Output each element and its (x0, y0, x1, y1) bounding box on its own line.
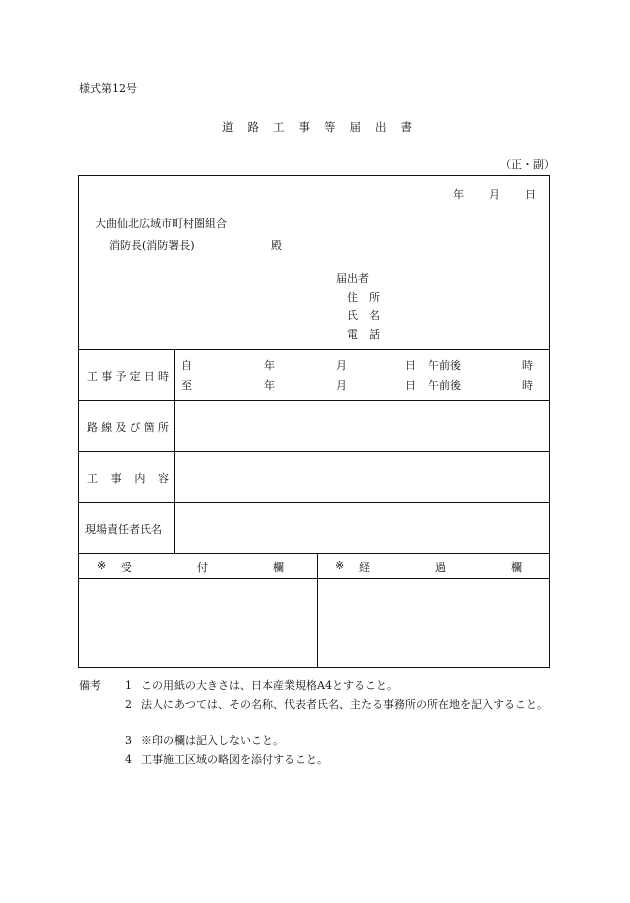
reception-char: 受 (121, 561, 132, 574)
label-char: 定 (129, 370, 141, 383)
from-month-label: 月 (336, 359, 347, 372)
form-number: 様式第12号 (79, 82, 137, 95)
from-year-label: 年 (264, 359, 275, 372)
row-divider (79, 502, 549, 503)
to-month-label: 月 (336, 379, 347, 392)
work-content-label (87, 470, 169, 486)
addressee-title: 消防長(消防署長) (109, 239, 195, 252)
remarks-heading: 備考 (79, 679, 101, 692)
addressee-organization: 大曲仙北広域市町村圏組合 (95, 217, 227, 230)
bottom-column-divider (317, 553, 318, 668)
label-column-divider (174, 349, 175, 553)
label-char: 及 (115, 421, 127, 434)
label-char: 容 (157, 472, 169, 485)
row-divider (79, 400, 549, 401)
label-char: 内 (134, 472, 146, 485)
application-form-table (78, 175, 550, 668)
title-char: 道 (222, 120, 234, 134)
label-char: 時 (157, 370, 169, 383)
label-char: 工 (87, 472, 98, 485)
progress-char: 過 (435, 561, 446, 574)
title-char: 届 (349, 120, 361, 134)
to-ampm-label: 午前後 (428, 379, 461, 392)
title-char: 出 (375, 120, 387, 134)
note-text: 工事施工区域の略図を添付すること。 (141, 753, 328, 766)
progress-header (335, 559, 525, 573)
remarks-note (125, 696, 550, 713)
title-char: 書 (400, 120, 412, 134)
to-prefix: 至 (181, 379, 192, 392)
note-number: 3 (125, 734, 132, 747)
applicant-name-label: 氏 名 (347, 309, 380, 322)
note-number: 1 (125, 679, 132, 692)
label-char: 日 (143, 370, 155, 383)
label-char: 事 (101, 370, 113, 383)
applicant-heading: 届出者 (336, 272, 369, 285)
applicant-phone-label: 電 話 (347, 328, 380, 341)
remarks-note (125, 751, 550, 768)
copy-type-label: （正・副） (500, 158, 555, 171)
label-char: 線 (101, 421, 113, 434)
to-hour-label: 時 (522, 379, 533, 392)
remarks-note (125, 732, 550, 749)
from-prefix: 自 (181, 359, 192, 372)
applicant-address-label: 住 所 (347, 291, 380, 304)
reception-char: 付 (197, 561, 208, 574)
label-char: 工 (87, 370, 98, 383)
schedule-from-row (181, 357, 541, 371)
from-day-label: 日 (405, 359, 416, 372)
remarks-note (125, 677, 550, 694)
label-char: 路 (87, 421, 98, 434)
schedule-label (87, 368, 169, 384)
reception-header (97, 559, 287, 573)
date-day-label: 日 (525, 188, 536, 201)
reception-mark: ※ (97, 559, 107, 572)
from-hour-label: 時 (522, 359, 533, 372)
label-char: 予 (115, 370, 127, 383)
row-divider (79, 349, 549, 350)
title-char: 工 (273, 120, 285, 134)
note-number: 2 (125, 698, 132, 711)
note-text: この用紙の大きさは、日本産業規格A4とすること。 (141, 679, 398, 692)
from-ampm-label: 午前後 (428, 359, 461, 372)
date-month-label: 月 (489, 188, 500, 201)
label-char: 事 (110, 472, 122, 485)
progress-mark: ※ (335, 559, 345, 572)
to-year-label: 年 (264, 379, 275, 392)
note-number: 4 (125, 753, 132, 766)
row-divider (79, 578, 549, 579)
note-text: ※印の欄は記入しないこと。 (141, 734, 284, 747)
date-year-label: 年 (453, 188, 464, 201)
reception-char: 欄 (273, 561, 284, 574)
progress-char: 欄 (511, 561, 522, 574)
label-char: び (129, 421, 141, 434)
title-char: 事 (298, 120, 310, 134)
progress-char: 経 (359, 561, 370, 574)
addressee-honorific: 殿 (271, 239, 282, 252)
title-char: 等 (324, 120, 336, 134)
note-text: 法人にあつては、その名称、代表者氏名、主たる事務所の所在地を記入すること。 (141, 698, 548, 711)
row-divider (79, 451, 549, 452)
row-divider (79, 553, 549, 554)
route-label (87, 419, 169, 435)
schedule-to-row (181, 377, 541, 391)
supervisor-label: 現場責任者氏名 (85, 523, 162, 536)
title-char: 路 (247, 120, 259, 134)
document-title (222, 119, 412, 135)
label-char: 所 (157, 421, 169, 434)
label-char: 箇 (143, 421, 155, 434)
to-day-label: 日 (405, 379, 416, 392)
